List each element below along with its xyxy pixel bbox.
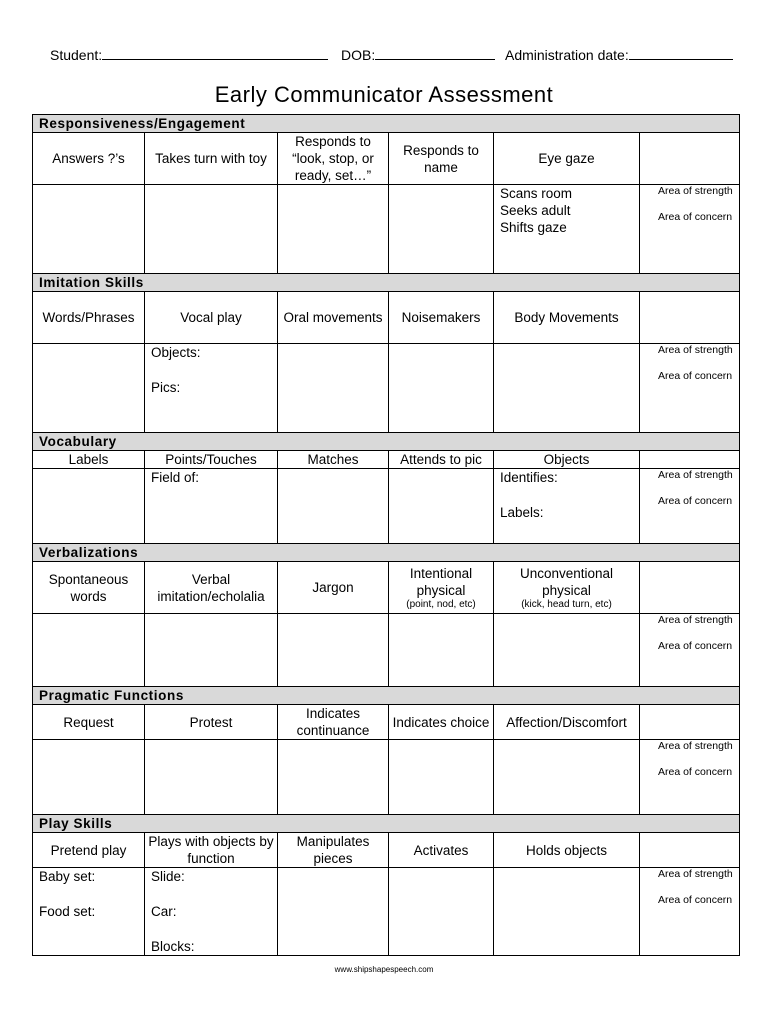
plays-item-blocks: Blocks: bbox=[151, 939, 195, 954]
eye-gaze-cell[interactable] bbox=[494, 185, 640, 274]
area-strength-label: Area of strength bbox=[658, 185, 733, 197]
section-title-vocabulary: Vocabulary bbox=[33, 433, 740, 451]
header-indicates-choice: Indicates choice bbox=[389, 705, 494, 740]
section-title-verbalizations: Verbalizations bbox=[33, 544, 740, 562]
header-protest: Protest bbox=[145, 705, 278, 740]
input-cell[interactable] bbox=[33, 469, 145, 544]
area-concern-label: Area of concern bbox=[658, 640, 733, 652]
input-cell[interactable] bbox=[278, 344, 389, 433]
header-objects: Objects bbox=[494, 451, 640, 469]
area-strength-label: Area of strength bbox=[658, 614, 733, 626]
input-cell[interactable] bbox=[278, 185, 389, 274]
header-responds-look: Responds to “look, stop, or ready, set…” bbox=[278, 133, 389, 185]
plays-item-slide: Slide: bbox=[151, 869, 185, 884]
header-vocal-play: Vocal play bbox=[145, 292, 278, 344]
area-strength-label: Area of strength bbox=[658, 469, 733, 481]
input-cell[interactable] bbox=[389, 614, 494, 687]
rating-cell[interactable] bbox=[640, 185, 740, 274]
dob-field[interactable] bbox=[375, 46, 495, 60]
section-title-responsiveness: Responsiveness/Engagement bbox=[33, 115, 740, 133]
area-concern-label: Area of concern bbox=[658, 370, 733, 382]
pretend-play-cell[interactable] bbox=[33, 868, 145, 956]
header-noisemakers: Noisemakers bbox=[389, 292, 494, 344]
rating-cell[interactable] bbox=[640, 740, 740, 815]
header-rating-blank bbox=[640, 451, 740, 469]
input-cell[interactable] bbox=[278, 614, 389, 687]
plays-item-car: Car: bbox=[151, 904, 177, 919]
header-oral-movements: Oral movements bbox=[278, 292, 389, 344]
eye-gaze-item: Seeks adult bbox=[500, 203, 571, 218]
header-words-phrases: Words/Phrases bbox=[33, 292, 145, 344]
header-rating-blank bbox=[640, 292, 740, 344]
objects-cell[interactable] bbox=[494, 469, 640, 544]
header-rating-blank bbox=[640, 133, 740, 185]
header-intentional-physical bbox=[389, 562, 494, 614]
header-responds-name: Responds to name bbox=[389, 133, 494, 185]
rating-cell[interactable] bbox=[640, 614, 740, 687]
header-labels: Labels bbox=[33, 451, 145, 469]
header-pretend-play: Pretend play bbox=[33, 833, 145, 868]
input-cell[interactable] bbox=[145, 740, 278, 815]
header-holds-objects: Holds objects bbox=[494, 833, 640, 868]
input-cell[interactable] bbox=[145, 185, 278, 274]
admin-date-label: Administration date: bbox=[505, 47, 629, 63]
input-cell[interactable] bbox=[389, 740, 494, 815]
objects-item-labels: Labels: bbox=[500, 505, 544, 520]
unconventional-physical-note: (kick, head turn, etc) bbox=[521, 598, 612, 610]
header-rating-blank bbox=[640, 705, 740, 740]
eye-gaze-item: Shifts gaze bbox=[500, 220, 567, 235]
plays-with-objects-cell[interactable] bbox=[145, 868, 278, 956]
input-cell[interactable] bbox=[33, 185, 145, 274]
header-eye-gaze: Eye gaze bbox=[494, 133, 640, 185]
header-unconventional-physical bbox=[494, 562, 640, 614]
area-strength-label: Area of strength bbox=[658, 344, 733, 356]
header-attends-pic: Attends to pic bbox=[389, 451, 494, 469]
page-title: Early Communicator Assessment bbox=[214, 82, 554, 107]
input-cell[interactable] bbox=[389, 344, 494, 433]
points-cell[interactable] bbox=[145, 469, 278, 544]
student-label: Student: bbox=[50, 47, 103, 63]
vocal-item-objects: Objects: bbox=[151, 345, 201, 360]
header-matches: Matches bbox=[278, 451, 389, 469]
input-cell[interactable] bbox=[494, 614, 640, 687]
vocal-play-cell[interactable] bbox=[145, 344, 278, 433]
header-request: Request bbox=[33, 705, 145, 740]
header-body-movements: Body Movements bbox=[494, 292, 640, 344]
header-points-touches: Points/Touches bbox=[145, 451, 278, 469]
input-cell[interactable] bbox=[389, 469, 494, 544]
pretend-item-baby: Baby set: bbox=[39, 869, 96, 884]
rating-cell[interactable] bbox=[640, 344, 740, 433]
section-title-play: Play Skills bbox=[33, 815, 740, 833]
vocal-item-pics: Pics: bbox=[151, 380, 181, 395]
input-cell[interactable] bbox=[33, 344, 145, 433]
rating-cell[interactable] bbox=[640, 469, 740, 544]
student-info-line bbox=[0, 46, 768, 66]
header-activates: Activates bbox=[389, 833, 494, 868]
input-cell[interactable] bbox=[494, 740, 640, 815]
header-spontaneous-words: Spontaneous words bbox=[33, 562, 145, 614]
input-cell[interactable] bbox=[494, 868, 640, 956]
area-concern-label: Area of concern bbox=[658, 894, 733, 906]
header-jargon: Jargon bbox=[278, 562, 389, 614]
field-of-item: Field of: bbox=[151, 470, 200, 485]
input-cell[interactable] bbox=[389, 868, 494, 956]
section-title-imitation: Imitation Skills bbox=[33, 274, 740, 292]
admin-date-field[interactable] bbox=[629, 46, 733, 60]
header-manipulates-pieces: Manipulates pieces bbox=[278, 833, 389, 868]
eye-gaze-item: Scans room bbox=[500, 186, 573, 201]
input-cell[interactable] bbox=[278, 469, 389, 544]
section-title-pragmatic: Pragmatic Functions bbox=[33, 687, 740, 705]
header-rating-blank bbox=[640, 833, 740, 868]
area-concern-label: Area of concern bbox=[658, 495, 733, 507]
area-concern-label: Area of concern bbox=[658, 766, 733, 778]
input-cell[interactable] bbox=[494, 344, 640, 433]
header-rating-blank bbox=[640, 562, 740, 614]
input-cell[interactable] bbox=[33, 614, 145, 687]
rating-cell[interactable] bbox=[640, 868, 740, 956]
objects-item-identifies: Identifies: bbox=[500, 470, 558, 485]
unconventional-physical-label: Unconventional physical bbox=[519, 565, 614, 598]
area-strength-label: Area of strength bbox=[658, 868, 733, 880]
input-cell[interactable] bbox=[145, 614, 278, 687]
header-plays-with-objects: Plays with objects by function bbox=[145, 833, 278, 868]
assessment-table bbox=[32, 114, 740, 956]
footer-url: www.shipshapespeech.com bbox=[334, 965, 434, 974]
input-cell[interactable] bbox=[389, 185, 494, 274]
student-field[interactable] bbox=[102, 46, 328, 60]
area-strength-label: Area of strength bbox=[658, 740, 733, 752]
input-cell[interactable] bbox=[278, 868, 389, 956]
header-affection-discomfort: Affection/Discomfort bbox=[494, 705, 640, 740]
dob-label: DOB: bbox=[341, 47, 376, 63]
header-verbal-imitation: Verbal imitation/echolalia bbox=[145, 562, 278, 614]
area-concern-label: Area of concern bbox=[658, 211, 733, 223]
header-answers: Answers ?’s bbox=[33, 133, 145, 185]
header-takes-turn: Takes turn with toy bbox=[145, 133, 278, 185]
pretend-item-food: Food set: bbox=[39, 904, 96, 919]
intentional-physical-label: Intentional physical bbox=[409, 565, 473, 598]
header-indicates-continuance: Indicates continuance bbox=[278, 705, 389, 740]
input-cell[interactable] bbox=[33, 740, 145, 815]
input-cell[interactable] bbox=[278, 740, 389, 815]
intentional-physical-note: (point, nod, etc) bbox=[406, 598, 476, 610]
